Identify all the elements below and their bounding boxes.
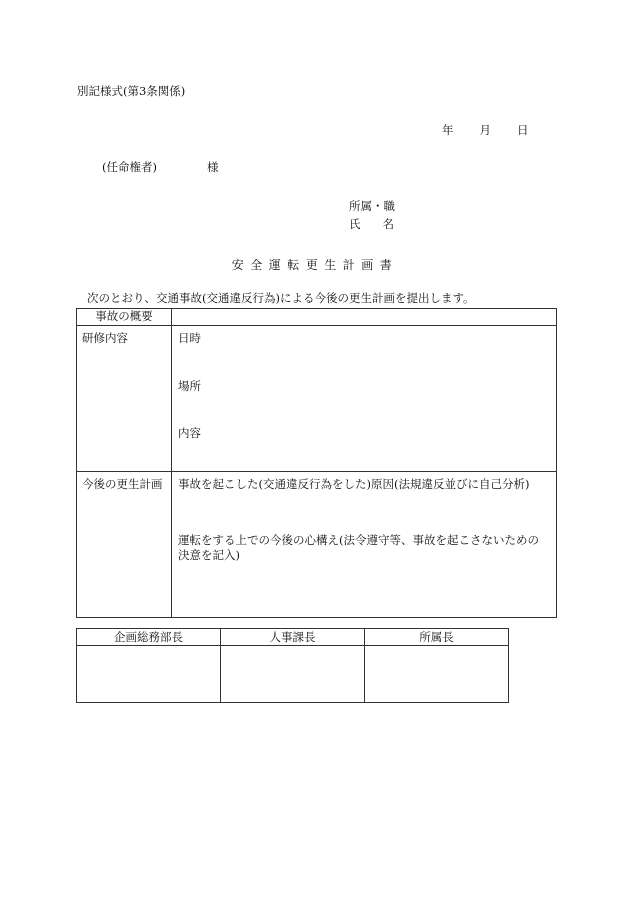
approval-header-planning-director: 企画総務部長: [77, 629, 221, 646]
date-month: 月: [479, 123, 491, 137]
submitter-name-label-a: 氏: [349, 217, 361, 231]
training-field[interactable]: [172, 326, 557, 472]
plan-mindset-prompt-1: 運転をする上での今後の心構え(法令遵守等、事故を起こさないための: [178, 532, 539, 547]
overview-field[interactable]: [172, 309, 557, 326]
plan-cause-prompt: 事故を起こした(交通違反行為をした)原因(法規違反並びに自己分析): [178, 477, 530, 491]
addressee-honorific: 様: [206, 160, 219, 174]
approval-header-row: [77, 629, 509, 646]
date-day: 日: [517, 123, 529, 137]
plan-table: [76, 308, 557, 618]
intro-text: 次のとおり、交通事故(交通違反行為)による今後の更生計画を提出します。: [87, 291, 475, 305]
submitter-affiliation: 所属・職: [349, 199, 395, 213]
date-year: 年: [442, 123, 454, 137]
submitter-name-label-b: 名: [382, 217, 394, 231]
overview-row: [77, 309, 557, 326]
document-title: 安全運転更生計画書: [231, 258, 399, 272]
training-datetime-label: 日時: [178, 331, 201, 345]
plan-field[interactable]: [172, 472, 557, 618]
addressee-role: (任命権者): [102, 160, 157, 174]
overview-label: 事故の概要: [77, 309, 172, 326]
plan-label: 今後の更生計画: [77, 472, 172, 618]
training-row: [77, 326, 557, 472]
addressee-line: [102, 162, 218, 174]
stamp-box-planning-director[interactable]: [77, 646, 221, 703]
training-label: 研修内容: [77, 326, 172, 472]
training-place-label: 場所: [178, 378, 201, 393]
plan-row: [77, 472, 557, 618]
approval-stamp-table: [76, 628, 509, 703]
form-reference-label: 別記様式(第3条関係): [77, 84, 186, 98]
approval-header-hr-chief: 人事課長: [221, 629, 365, 646]
stamp-box-unit-head[interactable]: [365, 646, 509, 703]
date-line: [442, 125, 529, 137]
plan-mindset-prompt-2: 決意を記入): [178, 548, 240, 563]
submitter-name-line: [349, 219, 394, 231]
stamp-box-hr-chief[interactable]: [221, 646, 365, 703]
training-content-label: 内容: [178, 426, 201, 441]
approval-stamp-row: [77, 646, 509, 703]
approval-header-unit-head: 所属長: [365, 629, 509, 646]
